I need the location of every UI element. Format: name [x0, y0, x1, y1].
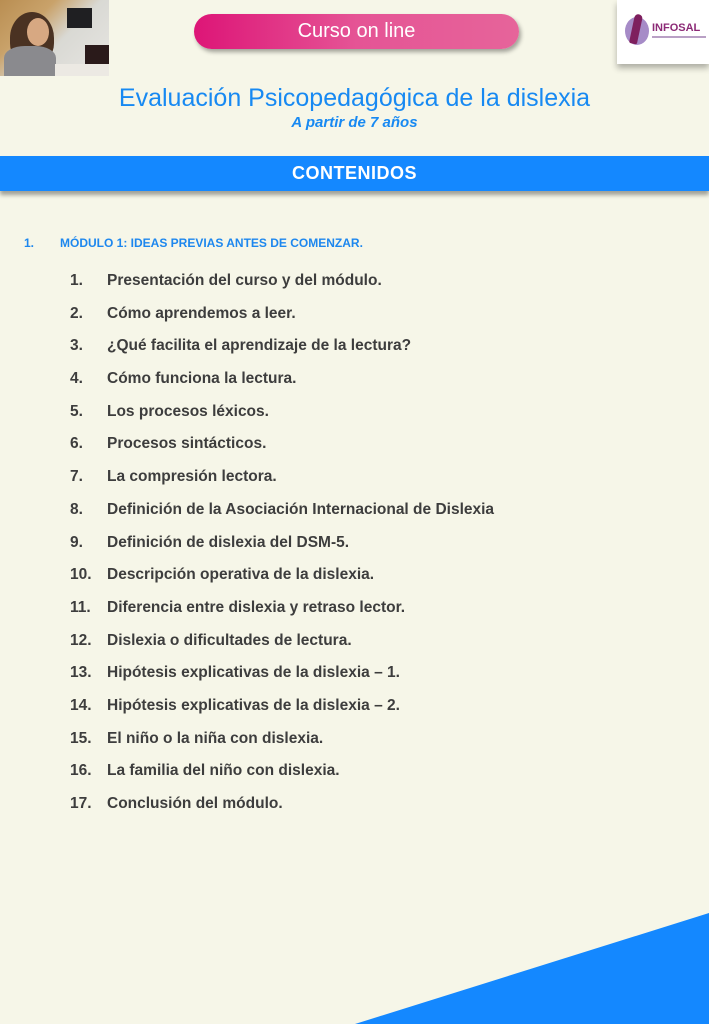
course-online-badge: Curso on line — [194, 14, 519, 49]
item-number: 1. — [70, 272, 83, 289]
person-body-shape — [4, 46, 56, 76]
item-text: La familia del niño con dislexia. — [107, 762, 340, 780]
item-number: 5. — [70, 402, 83, 420]
item-number: 10. — [70, 566, 92, 584]
monitor-shape — [67, 8, 92, 28]
item-text: Procesos sintácticos. — [107, 435, 267, 453]
item-number: 7. — [70, 468, 83, 486]
logo-tagline — [652, 36, 706, 38]
item-text: Hipótesis explicativas de la dislexia – 1. — [107, 664, 400, 682]
item-text: Dislexia o dificultades de lectura. — [107, 631, 352, 649]
item-text: Presentación del curso y del módulo. — [107, 272, 382, 289]
teacher-photo — [0, 0, 109, 76]
item-number: 16. — [70, 762, 92, 780]
item-number: 15. — [70, 729, 92, 747]
list-item — [70, 592, 494, 625]
contents-banner: CONTENIDOS — [0, 156, 709, 191]
item-number: 14. — [70, 696, 92, 714]
item-text: Definición de la Asociación Internacional de Dislexia — [107, 500, 495, 518]
item-text: La compresión lectora. — [107, 468, 277, 486]
list-item — [70, 527, 494, 560]
list-item — [70, 657, 494, 690]
item-number: 11. — [70, 598, 91, 616]
item-text: Cómo aprendemos a leer. — [107, 304, 296, 322]
page-subtitle: A partir de 7 años — [291, 114, 418, 131]
list-item — [70, 723, 494, 756]
item-text: Cómo funciona la lectura. — [107, 370, 297, 388]
item-number: 17. — [70, 795, 92, 812]
desk-shape — [55, 64, 109, 76]
module-label: MÓDULO 1: IDEAS PREVIAS ANTES DE COMENZAR. — [60, 236, 363, 250]
item-number: 4. — [70, 370, 83, 388]
list-item — [70, 461, 494, 494]
list-item — [70, 788, 494, 821]
corner-triangle-decoration — [355, 913, 709, 1024]
list-item — [70, 755, 494, 788]
item-number: 6. — [70, 435, 83, 453]
module-number: 1. — [24, 236, 35, 250]
logo-text: INFOSAL — [652, 22, 701, 34]
list-item — [70, 265, 494, 298]
person-face-shape — [27, 18, 49, 46]
item-text: Definición de dislexia del DSM-5. — [107, 533, 350, 551]
item-text: Hipótesis explicativas de la dislexia – 2. — [107, 696, 400, 714]
item-number: 3. — [70, 337, 83, 355]
item-text: Diferencia entre dislexia y retraso lector. — [107, 598, 406, 616]
item-text: Los procesos léxicos. — [107, 402, 269, 420]
item-number: 9. — [70, 533, 83, 551]
item-text: El niño o la niña con dislexia. — [107, 729, 324, 747]
item-number: 12. — [70, 631, 92, 649]
list-item — [70, 559, 494, 592]
item-text: Descripción operativa de la dislexia. — [107, 566, 375, 584]
item-number: 2. — [70, 304, 83, 322]
list-item — [70, 625, 494, 658]
item-number: 13. — [70, 664, 92, 682]
list-item — [70, 363, 494, 396]
list-item — [70, 428, 494, 461]
list-item — [70, 690, 494, 723]
list-item — [70, 494, 494, 527]
page-title: Evaluación Psicopedagógica de la dislexia — [118, 84, 591, 112]
item-text: ¿Qué facilita el aprendizaje de la lectura? — [107, 337, 412, 355]
topic-list — [70, 265, 494, 821]
list-item — [70, 330, 494, 363]
item-text: Conclusión del módulo. — [107, 795, 283, 812]
infosal-logo — [617, 0, 709, 64]
list-item — [70, 396, 494, 429]
item-number: 8. — [70, 500, 83, 518]
list-item — [70, 298, 494, 331]
module-heading — [24, 236, 363, 250]
